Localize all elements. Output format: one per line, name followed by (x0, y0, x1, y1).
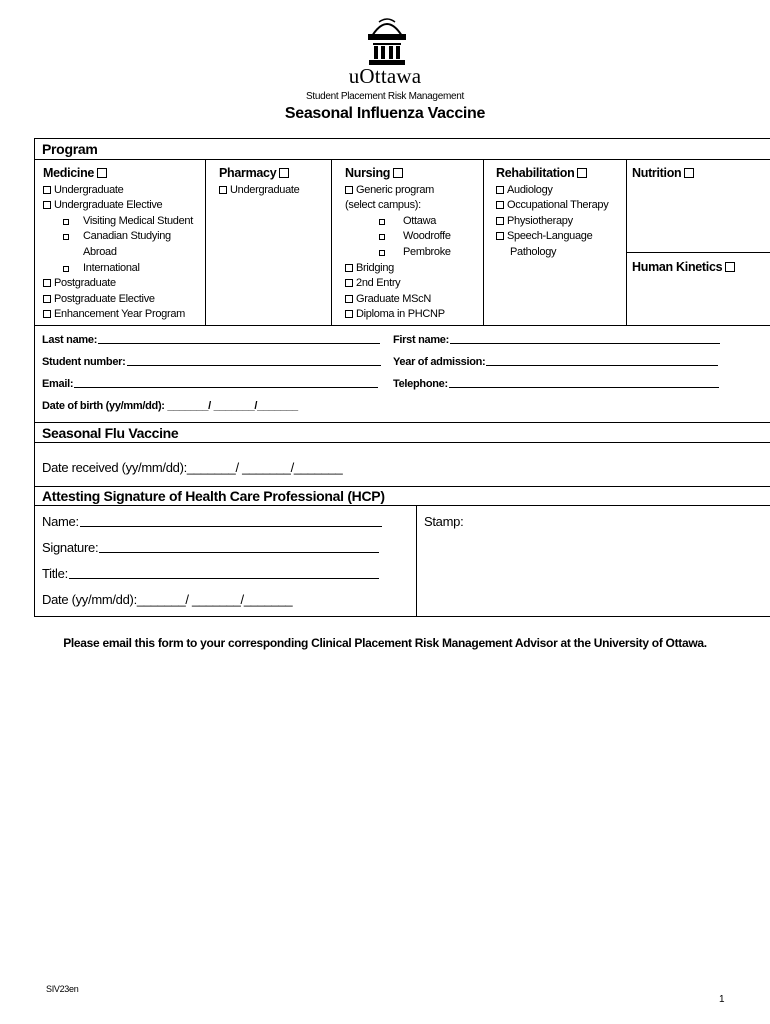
year-of-admission-label: Year of admission: (393, 356, 486, 368)
student-info-section (34, 325, 770, 423)
date-of-birth-field[interactable] (42, 400, 298, 412)
checkbox[interactable] (43, 279, 51, 287)
program-section (34, 138, 770, 326)
checkbox[interactable] (63, 219, 69, 225)
option-label: Postgraduate Elective (54, 292, 155, 305)
hcp-title-label: Title: (42, 566, 68, 581)
checkbox[interactable] (496, 186, 504, 194)
option-label: Undergraduate (230, 183, 300, 196)
divider (626, 252, 770, 253)
option-label: Physiotherapy (507, 214, 573, 227)
option-label: Postgraduate (54, 277, 116, 290)
last-name-label: Last name: (42, 334, 98, 346)
telephone-field[interactable] (393, 378, 719, 390)
nursing-checkbox[interactable] (393, 168, 403, 178)
flu-vaccine-heading: Seasonal Flu Vaccine (42, 425, 179, 441)
checkbox[interactable] (345, 264, 353, 272)
option-label: Canadian Studying (83, 230, 171, 243)
date-received-field[interactable] (42, 460, 342, 475)
checkbox[interactable] (496, 217, 504, 225)
email-label: Email: (42, 378, 74, 390)
human-kinetics-column (632, 260, 770, 277)
option-label: Woodroffe (403, 230, 451, 243)
checkbox[interactable] (496, 201, 504, 209)
checkbox[interactable] (496, 232, 504, 240)
last-name-field[interactable] (42, 334, 380, 346)
divider (483, 159, 484, 325)
human-kinetics-checkbox[interactable] (725, 262, 735, 272)
checkbox[interactable] (63, 266, 69, 272)
checkbox[interactable] (43, 201, 51, 209)
checkbox[interactable] (379, 219, 385, 225)
brand-wordmark: uOttawa (348, 64, 422, 88)
option-label: Pembroke (403, 245, 451, 258)
checkbox[interactable] (345, 186, 353, 194)
form-title: Seasonal Influenza Vaccine (284, 105, 486, 122)
checkbox[interactable] (379, 234, 385, 240)
option-label: Audiology (507, 183, 553, 196)
divider (35, 159, 770, 160)
hcp-title-field[interactable] (42, 566, 379, 581)
checkbox[interactable] (43, 295, 51, 303)
divider (331, 159, 332, 325)
divider (416, 505, 417, 616)
checkbox[interactable] (345, 310, 353, 318)
rehabilitation-label: Rehabilitation (496, 166, 575, 180)
hcp-name-field[interactable] (42, 514, 382, 529)
medicine-checkbox[interactable] (97, 168, 107, 178)
option-label: International (83, 261, 140, 274)
program-heading: Program (42, 141, 98, 157)
nutrition-label: Nutrition (632, 166, 682, 180)
student-number-field[interactable] (42, 356, 381, 368)
nutrition-checkbox[interactable] (684, 168, 694, 178)
option-label: Bridging (356, 261, 394, 274)
checkbox[interactable] (63, 234, 69, 240)
first-name-label: First name: (393, 334, 449, 346)
divider (35, 442, 770, 443)
checkbox[interactable] (219, 186, 227, 194)
option-label: Undergraduate Elective (54, 199, 163, 212)
option-label: Graduate MScN (356, 292, 431, 305)
medicine-column (43, 166, 203, 323)
date-received-label: Date received (yy/mm/dd):_______/ _______/_______ (42, 460, 343, 475)
page-number: 1 (719, 994, 725, 1005)
rehabilitation-checkbox[interactable] (577, 168, 587, 178)
form-subtitle: Student Placement Risk Management (306, 91, 464, 102)
hcp-date-label: Date (yy/mm/dd):_______/ _______/_______ (42, 592, 293, 607)
checkbox[interactable] (43, 310, 51, 318)
checkbox[interactable] (43, 186, 51, 194)
human-kinetics-label: Human Kinetics (632, 260, 723, 274)
option-label: Abroad (83, 245, 117, 258)
email-field[interactable] (42, 378, 378, 390)
option-label: Pathology (510, 245, 557, 258)
first-name-field[interactable] (393, 334, 720, 346)
university-crest-logo (364, 14, 410, 66)
option-label: Speech-Language (507, 230, 593, 243)
checkbox[interactable] (345, 295, 353, 303)
flu-vaccine-section (34, 422, 770, 487)
hcp-heading: Attesting Signature of Health Care Professional (HCP) (42, 488, 385, 504)
form-code: SIV23en (46, 984, 79, 994)
nursing-label: Nursing (345, 166, 391, 180)
option-label: Undergraduate (54, 183, 124, 196)
hcp-date-field[interactable] (42, 592, 292, 607)
divider (205, 159, 206, 325)
nutrition-column (632, 166, 770, 183)
hcp-name-label: Name: (42, 514, 79, 529)
option-note: (select campus): (345, 199, 421, 212)
option-label: Enhancement Year Program (54, 308, 185, 321)
divider (35, 505, 770, 506)
hcp-section (34, 486, 770, 617)
pharmacy-checkbox[interactable] (279, 168, 289, 178)
stamp-label: Stamp: (424, 514, 464, 529)
option-label: Diploma in PHCNP (356, 308, 445, 321)
option-label: 2nd Entry (356, 277, 401, 290)
checkbox[interactable] (379, 250, 385, 256)
divider (626, 159, 627, 325)
stamp-area[interactable] (424, 514, 463, 529)
option-label: Visiting Medical Student (83, 214, 193, 227)
nursing-column (345, 166, 481, 323)
email-instruction: Please email this form to your corresponding Clinical Placement Risk Management Advisor at the University of Ottawa. (63, 636, 707, 650)
date-of-birth-label: Date of birth (yy/mm/dd): _______/ _______/_______ (42, 400, 298, 412)
telephone-label: Telephone: (393, 378, 448, 390)
option-label: Occupational Therapy (507, 199, 609, 212)
option-label: Ottawa (403, 214, 437, 227)
hcp-signature-field[interactable] (42, 540, 379, 555)
pharmacy-column (219, 166, 329, 198)
medicine-label: Medicine (43, 166, 95, 180)
pharmacy-label: Pharmacy (219, 166, 277, 180)
rehabilitation-column (496, 166, 626, 261)
year-of-admission-field[interactable] (393, 356, 718, 368)
hcp-signature-label: Signature: (42, 540, 99, 555)
checkbox[interactable] (345, 279, 353, 287)
student-number-label: Student number: (42, 356, 126, 368)
option-label: Generic program (356, 183, 435, 196)
